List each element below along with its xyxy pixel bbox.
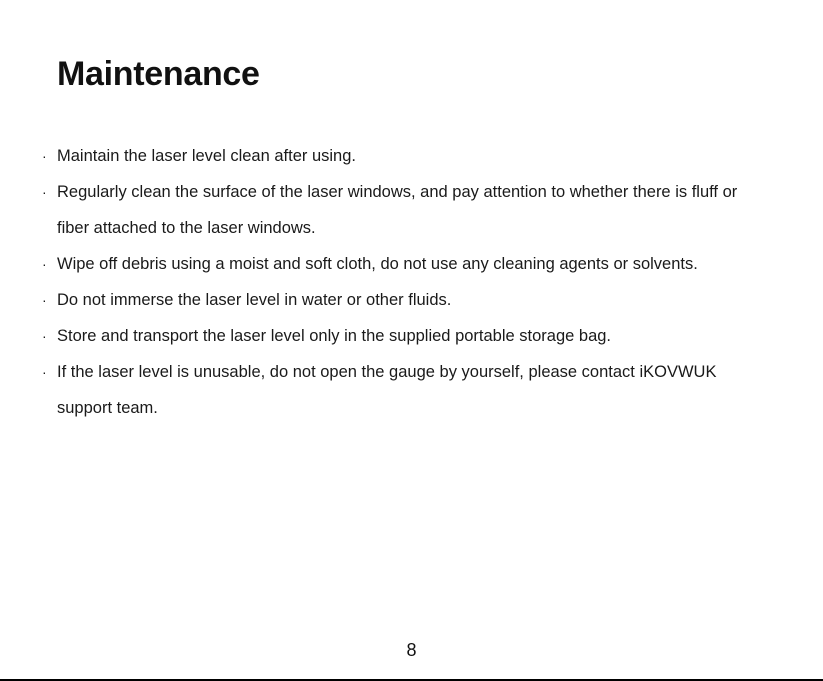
bullet-icon: · bbox=[42, 184, 47, 200]
bullet-icon: · bbox=[42, 292, 47, 308]
list-item-text: Wipe off debris using a moist and soft cloth, do not use any cleaning agents or solvents. bbox=[57, 255, 698, 273]
list-item-text: Maintain the laser level clean after using. bbox=[57, 147, 356, 165]
list-item bbox=[40, 282, 740, 318]
list-item bbox=[40, 354, 740, 426]
page-title: Maintenance bbox=[57, 55, 260, 93]
list-item-text: Store and transport the laser level only in the supplied portable storage bag. bbox=[57, 327, 612, 345]
list-item-text: Do not immerse the laser level in water or other fluids. bbox=[57, 291, 452, 309]
bullet-icon: · bbox=[42, 364, 47, 380]
maintenance-list bbox=[40, 138, 740, 426]
list-item bbox=[40, 138, 740, 174]
list-item bbox=[40, 174, 740, 246]
list-item bbox=[40, 246, 740, 282]
list-item-text: If the laser level is unusable, do not open the gauge by yourself, please contact iKOVWUK support team. bbox=[57, 363, 717, 417]
bullet-icon: · bbox=[42, 148, 47, 164]
list-item bbox=[40, 318, 740, 354]
bullet-icon: · bbox=[42, 328, 47, 344]
bullet-icon: · bbox=[42, 256, 47, 272]
page-number: 8 bbox=[406, 640, 417, 660]
list-item-text: Regularly clean the surface of the laser windows, and pay attention to whether there is fluff or fiber attached to the laser windows. bbox=[57, 183, 738, 237]
